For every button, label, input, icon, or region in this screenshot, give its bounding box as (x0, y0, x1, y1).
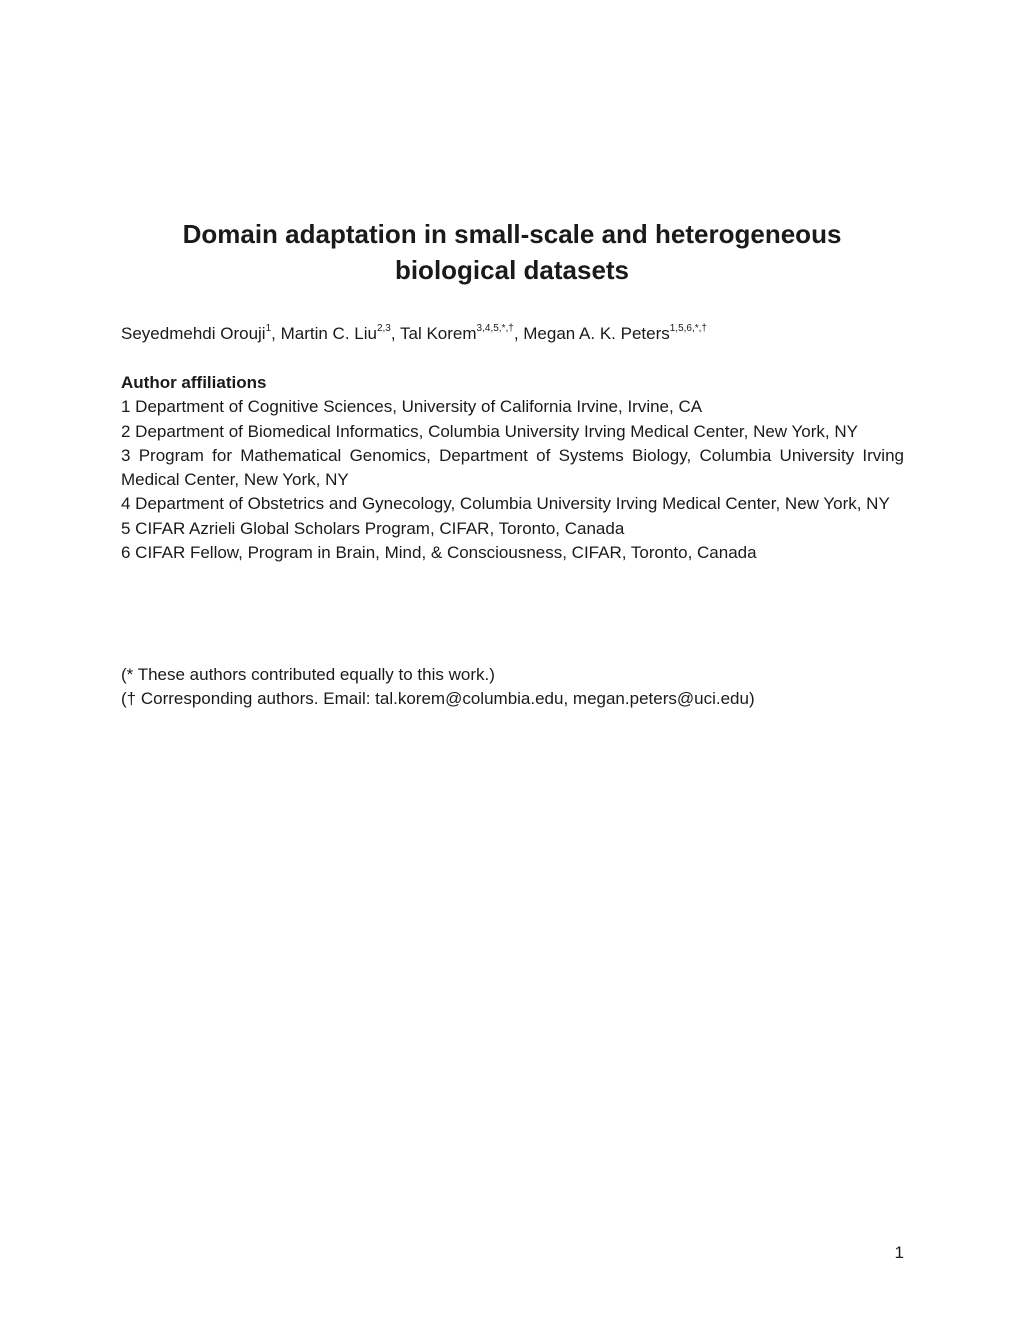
affiliation-item: 4 Department of Obstetrics and Gynecology, Columbia University Irving Medical Center, New York, NY (121, 494, 890, 514)
author-affiliation-marks: 3,4,5,*,† (476, 323, 514, 334)
title-line-1: Domain adaptation in small-scale and heterogeneous (182, 219, 842, 249)
author-affiliation-marks: 1,5,6,*,† (669, 323, 707, 334)
paper-title (0, 216, 1024, 288)
affiliations-section (121, 371, 904, 565)
author-name: Seyedmehdi Orouji (121, 324, 266, 343)
author-separator: , (513, 324, 524, 343)
affiliation-item: 1 Department of Cognitive Sciences, University of California Irvine, Irvine, CA (121, 397, 703, 417)
affiliation-item: 5 CIFAR Azrieli Global Scholars Program, CIFAR, Toronto, Canada (121, 518, 625, 538)
affiliations-heading: Author affiliations (121, 373, 267, 392)
author-separator: , (271, 324, 281, 343)
author-notes (121, 663, 904, 712)
author-name: Martin C. Liu (280, 324, 377, 343)
affiliation-item: 2 Department of Biomedical Informatics, Columbia University Irving Medical Center, New York, NY (121, 421, 858, 441)
affiliation-item: 3 Program for Mathematical Genomics, Department of Systems Biology, Columbia University Irving Medical Center, New York, NY (121, 445, 904, 490)
author-name: Tal Korem (400, 324, 477, 343)
author-affiliation-marks: 2,3 (376, 323, 391, 334)
title-line-2: biological datasets (394, 255, 630, 285)
author-name: Megan A. K. Peters (523, 324, 670, 343)
author-affiliation-marks: 1 (265, 323, 272, 334)
author-separator: , (390, 324, 401, 343)
corresponding-author-note: († Corresponding authors. Email: tal.korem@columbia.edu, megan.peters@uci.edu) (121, 689, 755, 709)
affiliation-item: 6 CIFAR Fellow, Program in Brain, Mind, & Consciousness, CIFAR, Toronto, Canada (121, 543, 757, 563)
page-number: 1 (894, 1243, 904, 1262)
author-list (121, 322, 921, 346)
equal-contribution-note: (* These authors contributed equally to this work.) (121, 665, 495, 684)
